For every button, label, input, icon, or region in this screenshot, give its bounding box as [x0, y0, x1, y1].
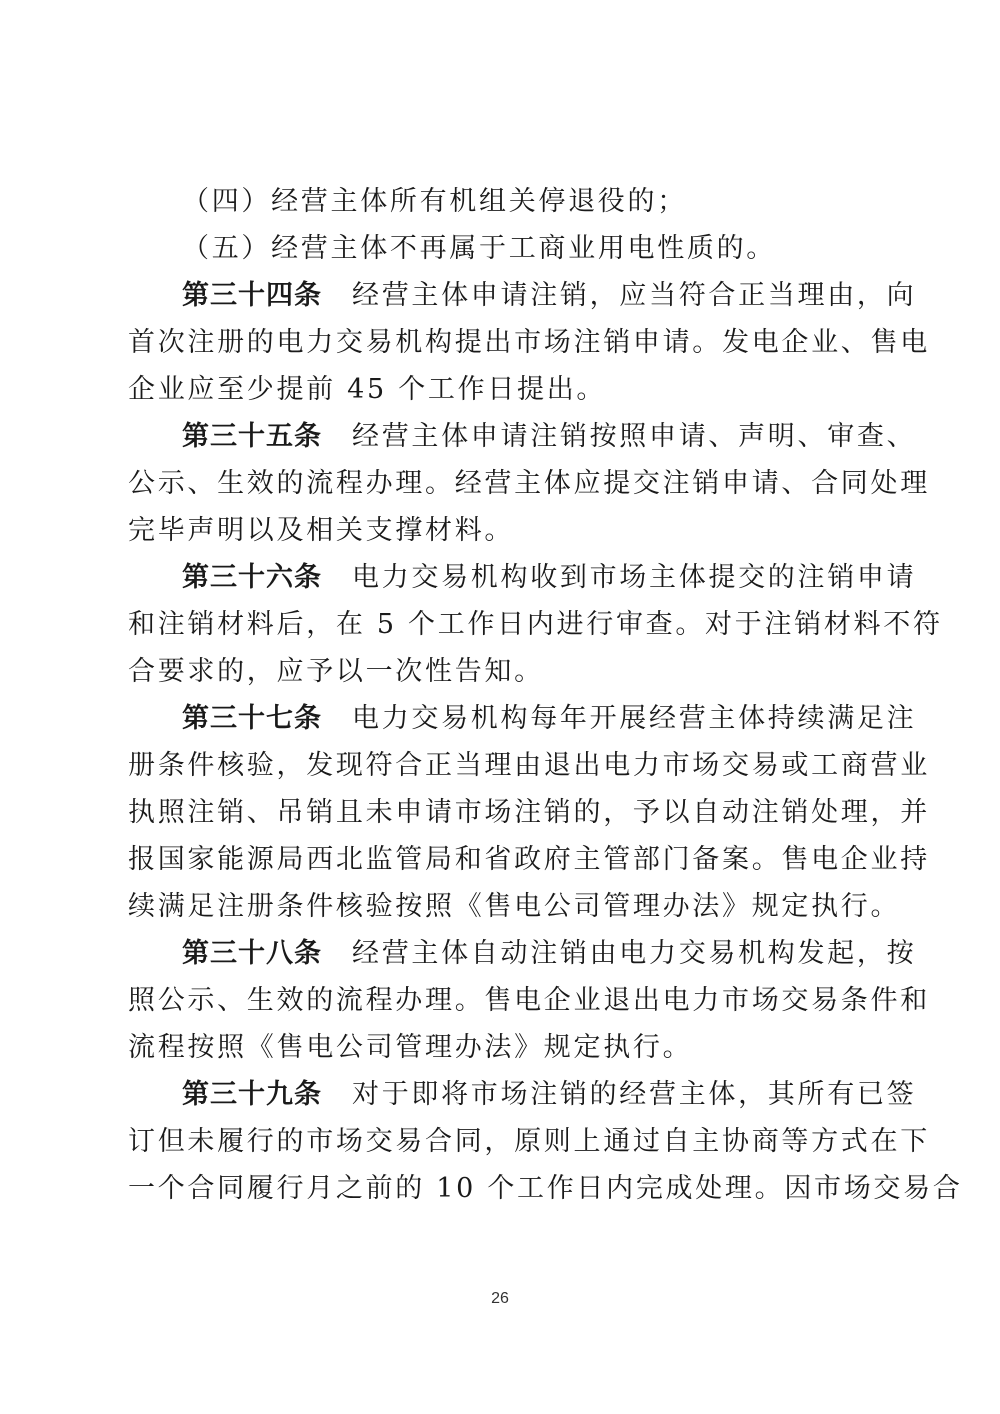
text-line	[128, 1024, 880, 1071]
body-text	[128, 178, 963, 1212]
text-line	[128, 554, 917, 601]
text-line	[128, 272, 917, 319]
text-line	[128, 742, 930, 789]
line-text: （四）经营主体所有机组关停退役的；	[182, 186, 687, 217]
article-heading: 第三十六条	[182, 562, 322, 593]
line-text: 合要求的，应予以一次性告知。	[128, 656, 544, 687]
text-line	[128, 366, 880, 413]
text-line	[128, 1118, 930, 1165]
line-text: 和注销材料后，在 5 个工作日内进行审查。对于注销材料不符	[128, 609, 943, 640]
line-text: 首次注册的电力交易机构提出市场注销申请。发电企业、售电	[128, 327, 930, 358]
line-text: 流程按照《售电公司管理办法》规定执行。	[128, 1032, 693, 1063]
article-heading: 第三十七条	[182, 703, 322, 734]
line-text: 一个合同履行月之前的 10 个工作日内完成处理。因市场交易合	[128, 1173, 963, 1204]
line-text: 经营主体申请注销，应当符合正当理由，向	[352, 280, 917, 311]
line-text: 照公示、生效的流程办理。售电企业退出电力市场交易条件和	[128, 985, 930, 1016]
text-line	[128, 883, 901, 930]
line-text: 经营主体申请注销按照申请、声明、审查、	[352, 421, 917, 452]
text-line	[128, 507, 880, 554]
line-text: 电力交易机构收到市场主体提交的注销申请	[352, 562, 917, 593]
article-heading: 第三十八条	[182, 938, 322, 969]
text-line	[128, 836, 930, 883]
line-text: 企业应至少提前 45 个工作日提出。	[128, 374, 607, 405]
text-line	[128, 413, 917, 460]
text-line	[128, 319, 930, 366]
article-heading: 第三十五条	[182, 421, 322, 452]
text-line	[128, 1165, 963, 1212]
line-text: 订但未履行的市场交易合同，原则上通过自主协商等方式在下	[128, 1126, 930, 1157]
text-line	[128, 930, 917, 977]
text-line	[128, 178, 880, 225]
text-line	[128, 789, 930, 836]
article-heading: 第三十九条	[182, 1079, 322, 1110]
line-text: 电力交易机构每年开展经营主体持续满足注	[352, 703, 917, 734]
text-line	[128, 460, 930, 507]
line-text: 公示、生效的流程办理。经营主体应提交注销申请、合同处理	[128, 468, 930, 499]
text-line	[128, 601, 943, 648]
text-line	[128, 648, 880, 695]
text-line	[128, 1071, 917, 1118]
page-number: 26	[491, 1290, 509, 1307]
line-text: 册条件核验，发现符合正当理由退出电力市场交易或工商营业	[128, 750, 930, 781]
text-line	[128, 695, 917, 742]
text-line	[128, 225, 880, 272]
line-text: 对于即将市场注销的经营主体，其所有已签	[352, 1079, 917, 1110]
line-text: （五）经营主体不再属于工商业用电性质的。	[182, 233, 776, 264]
line-text: 报国家能源局西北监管局和省政府主管部门备案。售电企业持	[128, 844, 930, 875]
line-text: 经营主体自动注销由电力交易机构发起，按	[352, 938, 917, 969]
line-text: 完毕声明以及相关支撑材料。	[128, 515, 515, 546]
text-line	[128, 977, 930, 1024]
article-heading: 第三十四条	[182, 280, 322, 311]
line-text: 续满足注册条件核验按照《售电公司管理办法》规定执行。	[128, 891, 901, 922]
line-text: 执照注销、吊销且未申请市场注销的，予以自动注销处理，并	[128, 797, 930, 828]
